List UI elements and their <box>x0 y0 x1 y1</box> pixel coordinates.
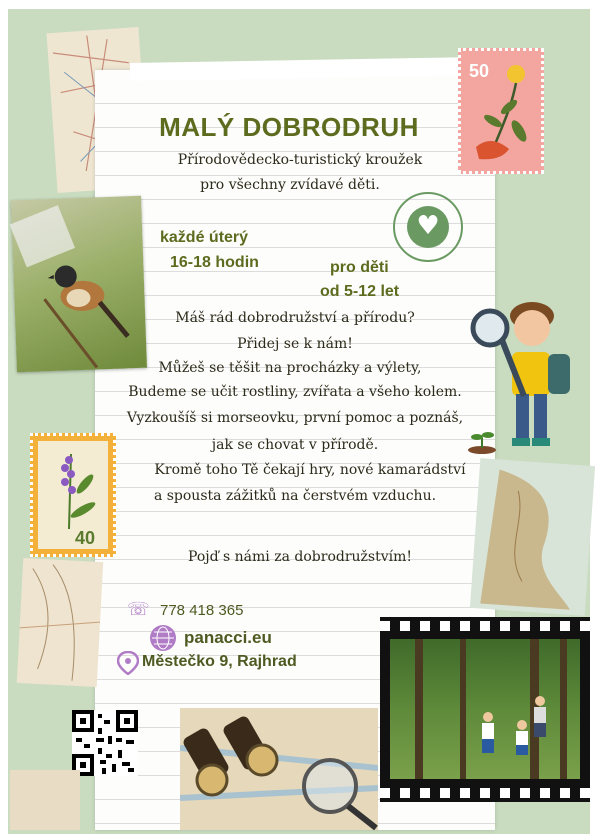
subtitle-line-2: pro všechny zvídavé děti. <box>200 177 380 193</box>
heart-stamp <box>393 192 463 262</box>
schedule-day: každé úterý <box>160 229 249 246</box>
map-fragment-left <box>17 558 103 687</box>
flower-illustration <box>471 59 533 167</box>
page-title: MALÝ DOBRODRUH <box>159 112 419 142</box>
website-link[interactable]: panacci.eu <box>184 628 272 647</box>
body-line-1: Máš rád dobrodružství a přírodu? <box>175 310 415 326</box>
body-line-3: Můžeš se těšit na procházky a výlety, <box>158 360 422 376</box>
map-fragment-right <box>470 458 595 616</box>
map-land-right <box>470 458 595 616</box>
stamp-value-top: 50 <box>469 61 490 81</box>
subtitle-line-1: Přírodovědecko-turistický kroužek <box>177 152 423 168</box>
lavender-illustration <box>41 444 105 534</box>
pin-drawing <box>117 651 139 675</box>
forest-photo <box>390 639 580 779</box>
schedule-time: 16-18 hodin <box>170 254 259 271</box>
body-line-4: Budeme se učit rostliny, zvířata a všeho kolem. <box>128 384 462 400</box>
qr-pattern <box>72 710 138 776</box>
age-label-2: od 5-12 let <box>320 283 400 300</box>
body-line-2: Přidej se k nám! <box>237 336 353 352</box>
film-perforations-bottom <box>380 788 590 798</box>
heart-icon: ♥ <box>407 206 449 248</box>
map-lines-left <box>17 558 103 687</box>
seedling-icon <box>467 428 497 454</box>
globe-icon <box>150 625 176 651</box>
film-strip-photo <box>380 617 590 802</box>
body-line-5: Vyzkoušíš si morseovku, první pomoc a poznáš, <box>126 410 464 426</box>
body-line-8: a spousta zážitků na čerstvém vzduchu. <box>153 488 437 504</box>
age-label-1: pro děti <box>330 259 389 276</box>
address: Městečko 9, Rajhrad <box>142 653 297 670</box>
stamp-value-left: 40 <box>75 528 96 548</box>
qr-code[interactable] <box>72 710 138 776</box>
location-pin-icon <box>117 651 139 675</box>
phone-number[interactable]: 778 418 365 <box>160 602 244 619</box>
binoculars-map-photo <box>180 708 378 830</box>
forest-drawing <box>390 639 580 779</box>
phone-icon: ☏ <box>127 599 150 620</box>
film-perforations-top <box>380 621 590 631</box>
map-fragment-bottom-left <box>10 770 80 830</box>
seedling-drawing <box>467 428 497 454</box>
binoculars-drawing <box>180 708 378 830</box>
body-line-6: jak se chovat v přírodě. <box>211 437 379 453</box>
globe-lines <box>150 625 176 651</box>
body-line-7: Kromě toho Tě čekají hry, nové kamarádství <box>154 462 466 478</box>
call-to-action: Pojď s námi za dobrodružstvím! <box>187 549 413 565</box>
lavender-stamp-left <box>30 433 116 557</box>
